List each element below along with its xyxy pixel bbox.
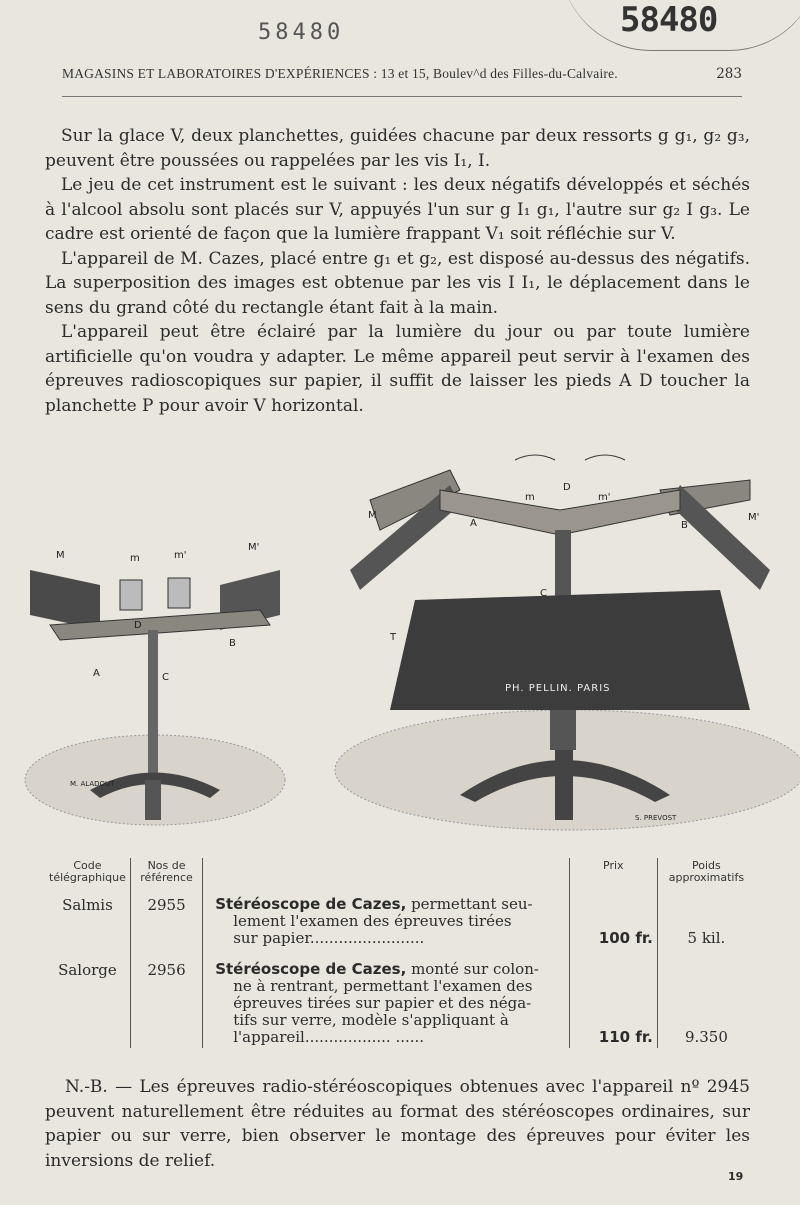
fig-right-label-m: m <box>525 492 535 503</box>
footer-number: 19 <box>728 1170 744 1183</box>
fig-left-label-M-prime: M' <box>248 542 260 553</box>
desc-line: l'appareil.................. ...... <box>233 1028 425 1046</box>
fig-left-label-m-prime: m' <box>174 550 187 561</box>
table-row <box>45 886 755 949</box>
figure-left-illustration <box>20 530 290 830</box>
fig-right-label-C: C <box>540 588 547 599</box>
desc-line: ne à rentrant, permettant l'examen des <box>233 977 533 995</box>
fig-right-label-M: M <box>368 510 377 521</box>
row-code: Salmis <box>45 886 130 949</box>
running-header <box>62 66 742 82</box>
fig-right-label-B: B <box>681 520 688 531</box>
row-poids: 5 kil. <box>687 929 726 947</box>
product-name: Stéréoscope de Cazes, <box>215 960 407 978</box>
stamp-number-left: 58480 <box>258 20 345 45</box>
fig-right-label-m-prime: m' <box>598 492 611 503</box>
price-table-header <box>45 858 755 886</box>
product-name: Stéréoscope de Cazes, <box>215 895 407 913</box>
row-poids: 9.350 <box>684 1028 728 1046</box>
row-description <box>203 949 570 1048</box>
fig-right-engraver: S. PREVOST <box>635 814 677 822</box>
fig-left-engraver: M. ALADOUT <box>70 780 115 788</box>
row-prix <box>569 886 657 949</box>
header-page-number: 283 <box>716 66 742 82</box>
header-ref: Nos de référence <box>130 858 202 886</box>
figure-right-illustration <box>330 450 800 845</box>
fig-right-label-A: A <box>470 518 477 529</box>
price-table <box>45 858 755 1048</box>
table-inscription: PH. PELLIN. PARIS <box>505 683 611 694</box>
table-row <box>45 949 755 1048</box>
header-desc <box>203 858 570 886</box>
note-paragraph: N.-B. — Les épreuves radio-stéréoscopiques obtenues avec l'appareil nº 2945 peuvent naturellement être réduites au format des stéréoscopes ordinaires, sur papier ou sur verre, bien observer le montage des épreuves pour éviter les inversions de relief. <box>45 1077 750 1171</box>
desc-line: lement l'examen des épreuves tirées <box>233 912 512 930</box>
fig-left-label-m: m <box>130 553 140 564</box>
fig-right-label-T: T <box>390 632 397 643</box>
row-code: Salorge <box>45 949 130 1048</box>
price-value: 110 fr. <box>598 1028 653 1046</box>
desc-line: monté sur colon- <box>411 960 539 978</box>
header-title: MAGASINS ET LABORATOIRES D'EXPÉRIENCES : 13 et 15, Boulev^d des Filles-du-Calvaire. <box>62 66 618 81</box>
desc-line: permettant seu- <box>411 895 533 913</box>
figures <box>0 450 800 850</box>
row-ref: 2955 <box>130 886 202 949</box>
row-description <box>203 886 570 949</box>
stamp-number-right: 58480 <box>620 0 718 40</box>
price-value: 100 fr. <box>598 929 653 947</box>
desc-line: sur papier........................ <box>233 929 425 947</box>
desc-line: tifs sur verre, modèle s'appliquant à <box>233 1011 509 1029</box>
fig-right-label-M-prime: M' <box>748 512 760 523</box>
header-prix: Prix <box>569 858 657 886</box>
paragraph-2: Le jeu de cet instrument est le suivant : les deux négatifs développés et séchés à l'alcool absolu sont placés sur V, appuyés l'un sur g I₁ g₁, l'autre sur g₂ I g₃. Le cadre est orienté de façon que la lumière frappant V₁ soit réfléchie sur V. <box>45 175 750 244</box>
fig-left-label-M: M <box>56 550 65 561</box>
body-text <box>45 124 750 418</box>
paragraph-3: L'appareil de M. Cazes, placé entre g₁ et g₂, est disposé au-dessus des négatifs. La superposition des images est obtenue par les vis I I₁, le déplacement dans le sens du grand côté du rectangle étant fait à la main. <box>45 248 750 318</box>
fig-left-label-C: C <box>162 672 169 683</box>
paragraph-4: L'appareil peut être éclairé par la lumière du jour ou par toute lumière artificielle qu'on voudra y adapter. Le même appareil peut servir à l'examen des épreuves radioscopiques sur papier, il suffit de laisser les pieds A D toucher la planchette P pour avoir V horizontal. <box>45 322 750 416</box>
header-code: Code télégraphique <box>45 858 130 886</box>
fig-left-label-D: D <box>134 620 142 631</box>
row-ref: 2956 <box>130 949 202 1048</box>
header-rule <box>62 96 742 97</box>
fig-left-label-B: B <box>229 638 236 649</box>
paragraph-1: Sur la glace V, deux planchettes, guidées chacune par deux ressorts g g₁, g₂ g₃, peuvent être poussées ou rappelées par les vis I₁, I. <box>45 126 750 171</box>
row-prix <box>569 949 657 1048</box>
fig-right-label-D: D <box>563 482 571 493</box>
fig-left-label-A: A <box>93 668 100 679</box>
header-poids: Poids approximatifs <box>668 859 745 884</box>
desc-line: épreuves tirées sur papier et des néga- <box>233 994 532 1012</box>
